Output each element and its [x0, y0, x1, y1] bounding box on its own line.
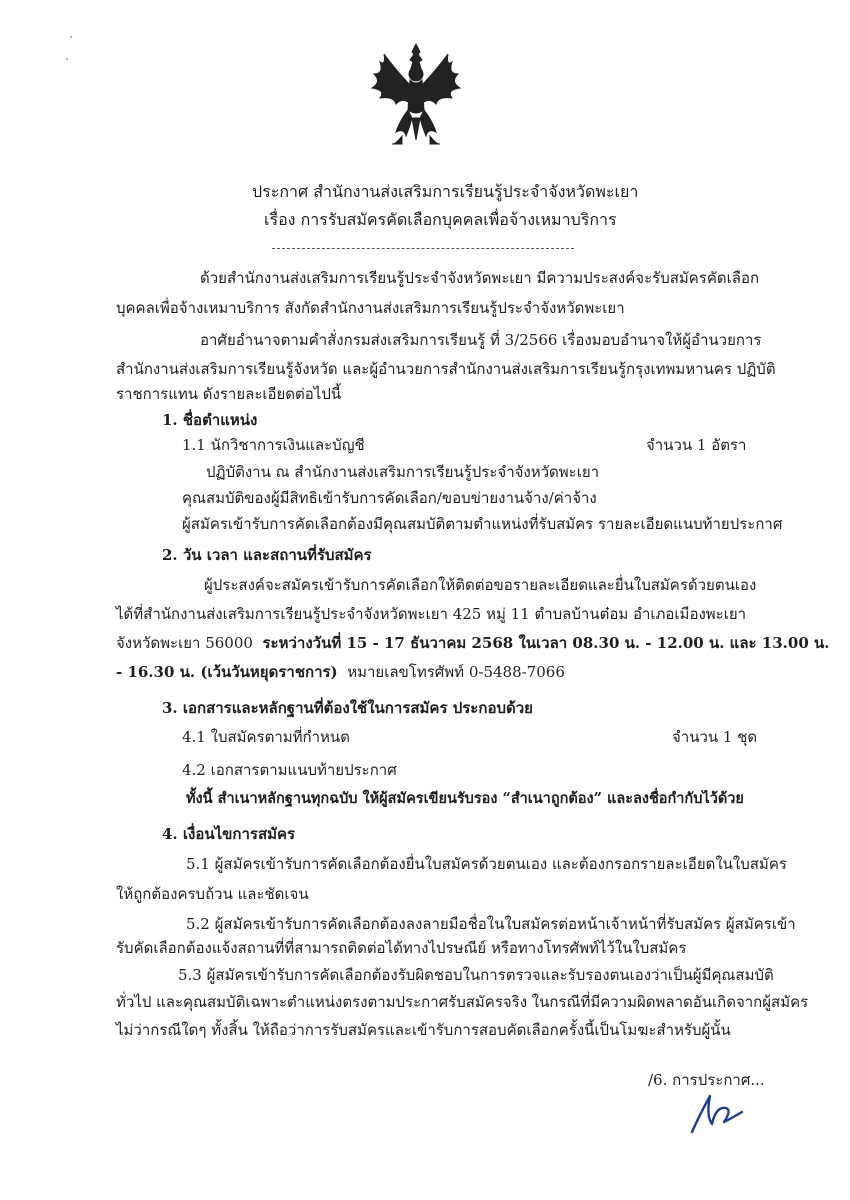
schedule-line: ผู้ประสงค์จะสมัครเข้ารับการคัดเลือกให้ติดต่อขอรายละเอียดและยื่นใบสมัครด้วยตนเอง	[204, 576, 757, 594]
intro-line: อาศัยอำนาจตามคำสั่งกรมส่งเสริมการเรียนรู้ ที่ 3/2566 เรื่องมอบอำนาจให้ผู้อำนวยการ	[200, 331, 762, 349]
position-detail: ปฏิบัติงาน ณ สำนักงานส่งเสริมการเรียนรู้ประจำจังหวัดพะเยา	[206, 463, 600, 481]
section-heading-documents: 3. เอกสารและหลักฐานที่ต้องใช้ในการสมัคร ประกอบด้วย	[162, 699, 533, 717]
condition-line: ให้ถูกต้องครบถ้วน และชัดเจน	[116, 885, 309, 903]
position-detail: ผู้สมัครเข้ารับการคัดเลือกต้องมีคุณสมบัติตามตำแหน่งที่รับสมัคร รายละเอียดแนบท้ายประกาศ	[182, 515, 783, 533]
document-note: ทั้งนี้ สำเนาหลักฐานทุกฉบับ ให้ผู้สมัครเขียนรับรอง “สำเนาถูกต้อง” และลงชื่อกำกับไว้ด้วย	[186, 790, 744, 807]
condition-line: 5.3 ผู้สมัครเข้ารับการคัดเลือกต้องรับผิดชอบในการตรวจและรับรองตนเองว่าเป็นผู้มีคุณสมบัติ	[178, 966, 774, 984]
scan-speck	[66, 58, 68, 60]
garuda-emblem-icon	[366, 40, 466, 148]
document-item: 4.2 เอกสารตามแนบท้ายประกาศ	[182, 761, 397, 779]
condition-line: ไม่ว่ากรณีใดๆ ทั้งสิ้น ให้ถือว่าการรับสมัครและเข้ารับการสอบคัดเลือกครั้งนี้เป็นโมฆะสำหรับผู้นั้น	[116, 1021, 731, 1039]
scan-speck	[70, 36, 72, 38]
section-heading-position: 1. ชื่อตำแหน่ง	[162, 411, 258, 429]
intro-line: ด้วยสำนักงานส่งเสริมการเรียนรู้ประจำจังหวัดพะเยา มีความประสงค์จะรับสมัครคัดเลือก	[200, 269, 760, 287]
schedule-line	[116, 662, 565, 682]
signature-initials	[686, 1088, 746, 1136]
position-detail: คุณสมบัติของผู้มีสิทธิเข้ารับการคัดเลือก/ขอบข่ายงานจ้าง/ค่าจ้าง	[182, 489, 597, 507]
intro-line: สำนักงานส่งเสริมการเรียนรู้จังหวัด และผู้อำนวยการสำนักงานส่งเสริมการเรียนรู้กรุงเทพมหานคร ปฏิบัติ	[116, 360, 776, 378]
schedule-phone: หมายเลขโทรศัพท์ 0-5488-7066	[347, 663, 565, 681]
next-page-marker: /6. การประกาศ...	[648, 1071, 765, 1089]
schedule-province: จังหวัดพะเยา 56000	[116, 634, 253, 652]
section-heading-schedule: 2. วัน เวลา และสถานที่รับสมัคร	[162, 546, 372, 564]
position-quota: จำนวน 1 อัตรา	[646, 436, 747, 454]
document-item: 4.1 ใบสมัครตามที่กำหนด	[182, 728, 350, 746]
schedule-dates: ระหว่างวันที่ 15 - 17 ธันวาคม 2568 ในเวลา 08.30 น. - 12.00 น. และ 13.00 น.	[262, 634, 830, 652]
schedule-time-end: - 16.30 น. (เว้นวันหยุดราชการ)	[116, 663, 338, 681]
condition-line: 5.1 ผู้สมัครเข้ารับการคัดเลือกต้องยื่นใบสมัครด้วยตนเอง และต้องกรอกรายละเอียดในใบสมัคร	[186, 855, 787, 873]
intro-line: ราชการแทน ดังรายละเอียดต่อไปนี้	[116, 385, 342, 403]
schedule-line	[116, 633, 829, 653]
header-divider	[272, 248, 574, 249]
section-heading-conditions: 4. เงื่อนไขการสมัคร	[162, 825, 296, 843]
intro-line: บุคคลเพื่อจ้างเหมาบริการ สังกัดสำนักงานส่งเสริมการเรียนรู้ประจำจังหวัดพะเยา	[116, 299, 625, 317]
condition-line: ทั่วไป และคุณสมบัติเฉพาะตำแหน่งตรงตามประกาศรับสมัครจริง ในกรณีที่มีความผิดพลาดอันเกิดจากผู้สมัคร	[116, 993, 809, 1011]
condition-line: 5.2 ผู้สมัครเข้ารับการคัดเลือกต้องลงลายมือชื่อในใบสมัครต่อหน้าเจ้าหน้าที่รับสมัคร ผู้สมัครเข้า	[186, 915, 796, 933]
document-qty: จำนวน 1 ชุด	[672, 728, 758, 746]
position-item: 1.1 นักวิชาการเงินและบัญชี	[182, 436, 365, 454]
schedule-line: ได้ที่สำนักงานส่งเสริมการเรียนรู้ประจำจังหวัดพะเยา 425 หมู่ 11 ตำบลบ้านต๋อม อำเภอเมืองพะเยา	[116, 605, 747, 623]
condition-line: รับคัดเลือกต้องแจ้งสถานที่ที่สามารถติดต่อได้ทางไปรษณีย์ หรือทางโทรศัพท์ไว้ในใบสมัคร	[116, 939, 687, 957]
announcement-subject: เรื่อง การรับสมัครคัดเลือกบุคคลเพื่อจ้างเหมาบริการ	[264, 210, 617, 229]
announcement-title: ประกาศ สำนักงานส่งเสริมการเรียนรู้ประจำจังหวัดพะเยา	[252, 182, 639, 201]
